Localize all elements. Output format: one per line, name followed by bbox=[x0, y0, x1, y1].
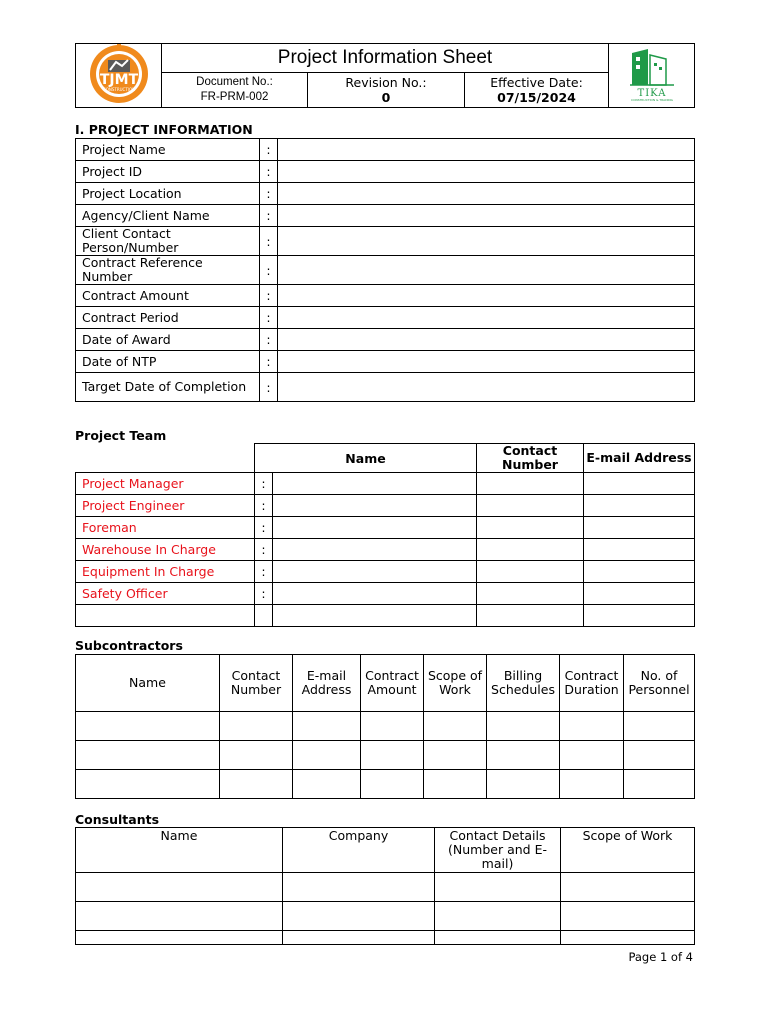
subcontractor-row bbox=[76, 712, 695, 741]
team-name-field[interactable] bbox=[273, 561, 477, 583]
team-row bbox=[76, 583, 695, 605]
consultant-cell[interactable] bbox=[76, 931, 283, 945]
revision-label: Revision No.: bbox=[345, 75, 427, 90]
team-role-blank bbox=[76, 605, 255, 627]
subcontractor-cell[interactable] bbox=[560, 712, 624, 741]
subcontractor-col-header: Contract Amount bbox=[361, 655, 424, 712]
team-role-label: Foreman bbox=[76, 517, 255, 539]
info-label: Agency/Client Name bbox=[76, 205, 260, 227]
info-value-field[interactable] bbox=[278, 205, 695, 227]
team-colon: : bbox=[255, 473, 273, 495]
consultant-cell[interactable] bbox=[283, 873, 435, 902]
team-contact-field[interactable] bbox=[477, 583, 584, 605]
team-contact-field[interactable] bbox=[477, 473, 584, 495]
subcontractor-cell[interactable] bbox=[361, 741, 424, 770]
info-colon: : bbox=[260, 227, 278, 256]
info-row bbox=[76, 183, 695, 205]
consultant-cell[interactable] bbox=[76, 873, 283, 902]
team-row bbox=[76, 539, 695, 561]
subcontractor-cell[interactable] bbox=[76, 741, 220, 770]
info-colon: : bbox=[260, 139, 278, 161]
document-no-cell bbox=[162, 73, 308, 108]
team-colon: : bbox=[255, 583, 273, 605]
document-no-label: Document No.: bbox=[196, 76, 273, 88]
subcontractor-col-header: Contract Duration bbox=[560, 655, 624, 712]
team-email-field[interactable] bbox=[584, 583, 695, 605]
info-colon: : bbox=[260, 307, 278, 329]
info-value-field[interactable] bbox=[278, 351, 695, 373]
subcontractor-cell[interactable] bbox=[624, 770, 695, 799]
team-email-field[interactable] bbox=[584, 495, 695, 517]
effective-date-cell bbox=[465, 73, 609, 108]
info-label: Project Name bbox=[76, 139, 260, 161]
info-value-field[interactable] bbox=[278, 307, 695, 329]
document-no-value: FR-PRM-002 bbox=[200, 91, 269, 103]
document-title: Project Information Sheet bbox=[162, 44, 609, 73]
team-name-field[interactable] bbox=[273, 495, 477, 517]
consultant-cell[interactable] bbox=[435, 931, 561, 945]
revision-value: 0 bbox=[381, 90, 391, 105]
team-colon: : bbox=[255, 495, 273, 517]
project-info-heading: I. PROJECT INFORMATION bbox=[75, 122, 253, 137]
subcontractors-table bbox=[75, 654, 695, 799]
team-name-field[interactable] bbox=[273, 473, 477, 495]
team-name-field[interactable] bbox=[273, 539, 477, 561]
team-role-label: Warehouse In Charge bbox=[76, 539, 255, 561]
team-email-field[interactable] bbox=[584, 473, 695, 495]
consultant-cell[interactable] bbox=[561, 902, 695, 931]
team-contact-field[interactable] bbox=[477, 561, 584, 583]
info-label: Project ID bbox=[76, 161, 260, 183]
subcontractor-cell[interactable] bbox=[293, 712, 361, 741]
info-row bbox=[76, 307, 695, 329]
svg-text:TJMT: TJMT bbox=[99, 72, 138, 88]
info-value-field[interactable] bbox=[278, 373, 695, 402]
info-row bbox=[76, 256, 695, 285]
team-contact-field[interactable] bbox=[477, 517, 584, 539]
page-number: Page 1 of 4 bbox=[628, 950, 693, 964]
team-row bbox=[76, 561, 695, 583]
info-row bbox=[76, 139, 695, 161]
info-row bbox=[76, 285, 695, 307]
subcontractor-cell[interactable] bbox=[361, 770, 424, 799]
info-label: Date of Award bbox=[76, 329, 260, 351]
subcontractors-heading: Subcontractors bbox=[75, 638, 183, 653]
info-value-field[interactable] bbox=[278, 227, 695, 256]
team-role-label: Safety Officer bbox=[76, 583, 255, 605]
effective-date-label: Effective Date: bbox=[490, 75, 583, 90]
svg-text:TIKA: TIKA bbox=[637, 88, 666, 99]
info-value-field[interactable] bbox=[278, 256, 695, 285]
consultant-col-header: Name bbox=[76, 828, 283, 873]
team-row bbox=[76, 495, 695, 517]
info-row bbox=[76, 373, 695, 402]
team-colon: : bbox=[255, 539, 273, 561]
subcontractor-col-header: Billing Schedules bbox=[487, 655, 560, 712]
consultant-cell[interactable] bbox=[435, 873, 561, 902]
subcontractor-row bbox=[76, 741, 695, 770]
svg-text:CONSTRUCTION & TRADING: CONSTRUCTION & TRADING bbox=[630, 98, 673, 102]
consultant-cell[interactable] bbox=[283, 902, 435, 931]
tjmt-logo-cell bbox=[76, 44, 162, 108]
info-colon: : bbox=[260, 329, 278, 351]
info-row bbox=[76, 227, 695, 256]
team-header-blank bbox=[76, 444, 255, 473]
info-colon: : bbox=[260, 351, 278, 373]
info-value-field[interactable] bbox=[278, 139, 695, 161]
info-row bbox=[76, 329, 695, 351]
team-contact-field[interactable] bbox=[477, 539, 584, 561]
tika-logo bbox=[626, 45, 678, 103]
info-colon: : bbox=[260, 373, 278, 402]
subcontractor-cell[interactable] bbox=[560, 741, 624, 770]
team-email-field[interactable] bbox=[584, 561, 695, 583]
info-value-field[interactable] bbox=[278, 329, 695, 351]
team-row bbox=[76, 473, 695, 495]
info-value-field[interactable] bbox=[278, 285, 695, 307]
subcontractor-row bbox=[76, 770, 695, 799]
info-colon: : bbox=[260, 256, 278, 285]
info-label: Target Date of Completion bbox=[76, 373, 260, 402]
consultant-col-header: Contact Details (Number and E-mail) bbox=[435, 828, 561, 873]
document-header bbox=[75, 43, 695, 108]
team-colon bbox=[255, 605, 273, 627]
consultant-col-header: Scope of Work bbox=[561, 828, 695, 873]
subcontractor-cell[interactable] bbox=[487, 712, 560, 741]
info-value-field[interactable] bbox=[278, 183, 695, 205]
consultant-cell[interactable] bbox=[283, 931, 435, 945]
subcontractor-cell[interactable] bbox=[76, 770, 220, 799]
team-colon: : bbox=[255, 561, 273, 583]
tjmt-logo bbox=[86, 44, 152, 104]
consultant-cell[interactable] bbox=[435, 902, 561, 931]
info-label: Contract Reference Number bbox=[76, 256, 260, 285]
team-col-contact: Contact Number bbox=[477, 444, 584, 473]
subcontractor-cell[interactable] bbox=[487, 741, 560, 770]
info-label: Contract Amount bbox=[76, 285, 260, 307]
effective-date-value: 07/15/2024 bbox=[497, 90, 576, 105]
project-team-table bbox=[75, 443, 695, 627]
team-role-label: Equipment In Charge bbox=[76, 561, 255, 583]
subcontractor-col-header: E-mail Address bbox=[293, 655, 361, 712]
team-contact-field[interactable] bbox=[477, 605, 584, 627]
info-label: Contract Period bbox=[76, 307, 260, 329]
team-colon: : bbox=[255, 517, 273, 539]
tika-logo-cell bbox=[609, 44, 695, 108]
team-col-name: Name bbox=[255, 444, 477, 473]
info-label: Project Location bbox=[76, 183, 260, 205]
project-info-table bbox=[75, 138, 695, 402]
info-row bbox=[76, 351, 695, 373]
team-row bbox=[76, 605, 695, 627]
team-email-field[interactable] bbox=[584, 605, 695, 627]
team-name-field[interactable] bbox=[273, 605, 477, 627]
consultants-table bbox=[75, 827, 695, 945]
subcontractor-col-header: Scope of Work bbox=[424, 655, 487, 712]
team-col-email: E-mail Address bbox=[584, 444, 695, 473]
consultant-cell[interactable] bbox=[561, 931, 695, 945]
consultant-col-header: Company bbox=[283, 828, 435, 873]
subcontractor-cell[interactable] bbox=[487, 770, 560, 799]
consultant-cell[interactable] bbox=[561, 873, 695, 902]
svg-text:CONSTRUCTION: CONSTRUCTION bbox=[102, 87, 135, 92]
subcontractor-cell[interactable] bbox=[220, 712, 293, 741]
subcontractor-cell[interactable] bbox=[76, 712, 220, 741]
project-team-heading: Project Team bbox=[75, 428, 167, 443]
team-email-field[interactable] bbox=[584, 539, 695, 561]
info-label: Date of NTP bbox=[76, 351, 260, 373]
team-row bbox=[76, 517, 695, 539]
subcontractor-col-header: Name bbox=[76, 655, 220, 712]
info-colon: : bbox=[260, 161, 278, 183]
subcontractor-cell[interactable] bbox=[624, 712, 695, 741]
info-colon: : bbox=[260, 183, 278, 205]
team-role-label: Project Manager bbox=[76, 473, 255, 495]
consultant-row bbox=[76, 902, 695, 931]
subcontractor-col-header: No. of Personnel bbox=[624, 655, 695, 712]
subcontractor-cell[interactable] bbox=[624, 741, 695, 770]
team-role-label: Project Engineer bbox=[76, 495, 255, 517]
info-value-field[interactable] bbox=[278, 161, 695, 183]
consultant-cell[interactable] bbox=[76, 902, 283, 931]
team-email-field[interactable] bbox=[584, 517, 695, 539]
info-row bbox=[76, 205, 695, 227]
subcontractor-cell[interactable] bbox=[293, 770, 361, 799]
subcontractor-cell[interactable] bbox=[293, 741, 361, 770]
info-colon: : bbox=[260, 205, 278, 227]
subcontractor-cell[interactable] bbox=[424, 770, 487, 799]
revision-cell bbox=[308, 73, 465, 108]
subcontractor-cell[interactable] bbox=[424, 741, 487, 770]
subcontractor-cell[interactable] bbox=[424, 712, 487, 741]
subcontractor-cell[interactable] bbox=[220, 741, 293, 770]
team-name-field[interactable] bbox=[273, 517, 477, 539]
consultant-row bbox=[76, 931, 695, 945]
info-colon: : bbox=[260, 285, 278, 307]
consultant-row bbox=[76, 873, 695, 902]
info-row bbox=[76, 161, 695, 183]
subcontractor-cell[interactable] bbox=[220, 770, 293, 799]
info-label: Client Contact Person/Number bbox=[76, 227, 260, 256]
subcontractor-cell[interactable] bbox=[361, 712, 424, 741]
subcontractor-col-header: Contact Number bbox=[220, 655, 293, 712]
consultants-heading: Consultants bbox=[75, 812, 160, 827]
subcontractor-cell[interactable] bbox=[560, 770, 624, 799]
team-name-field[interactable] bbox=[273, 583, 477, 605]
team-contact-field[interactable] bbox=[477, 495, 584, 517]
